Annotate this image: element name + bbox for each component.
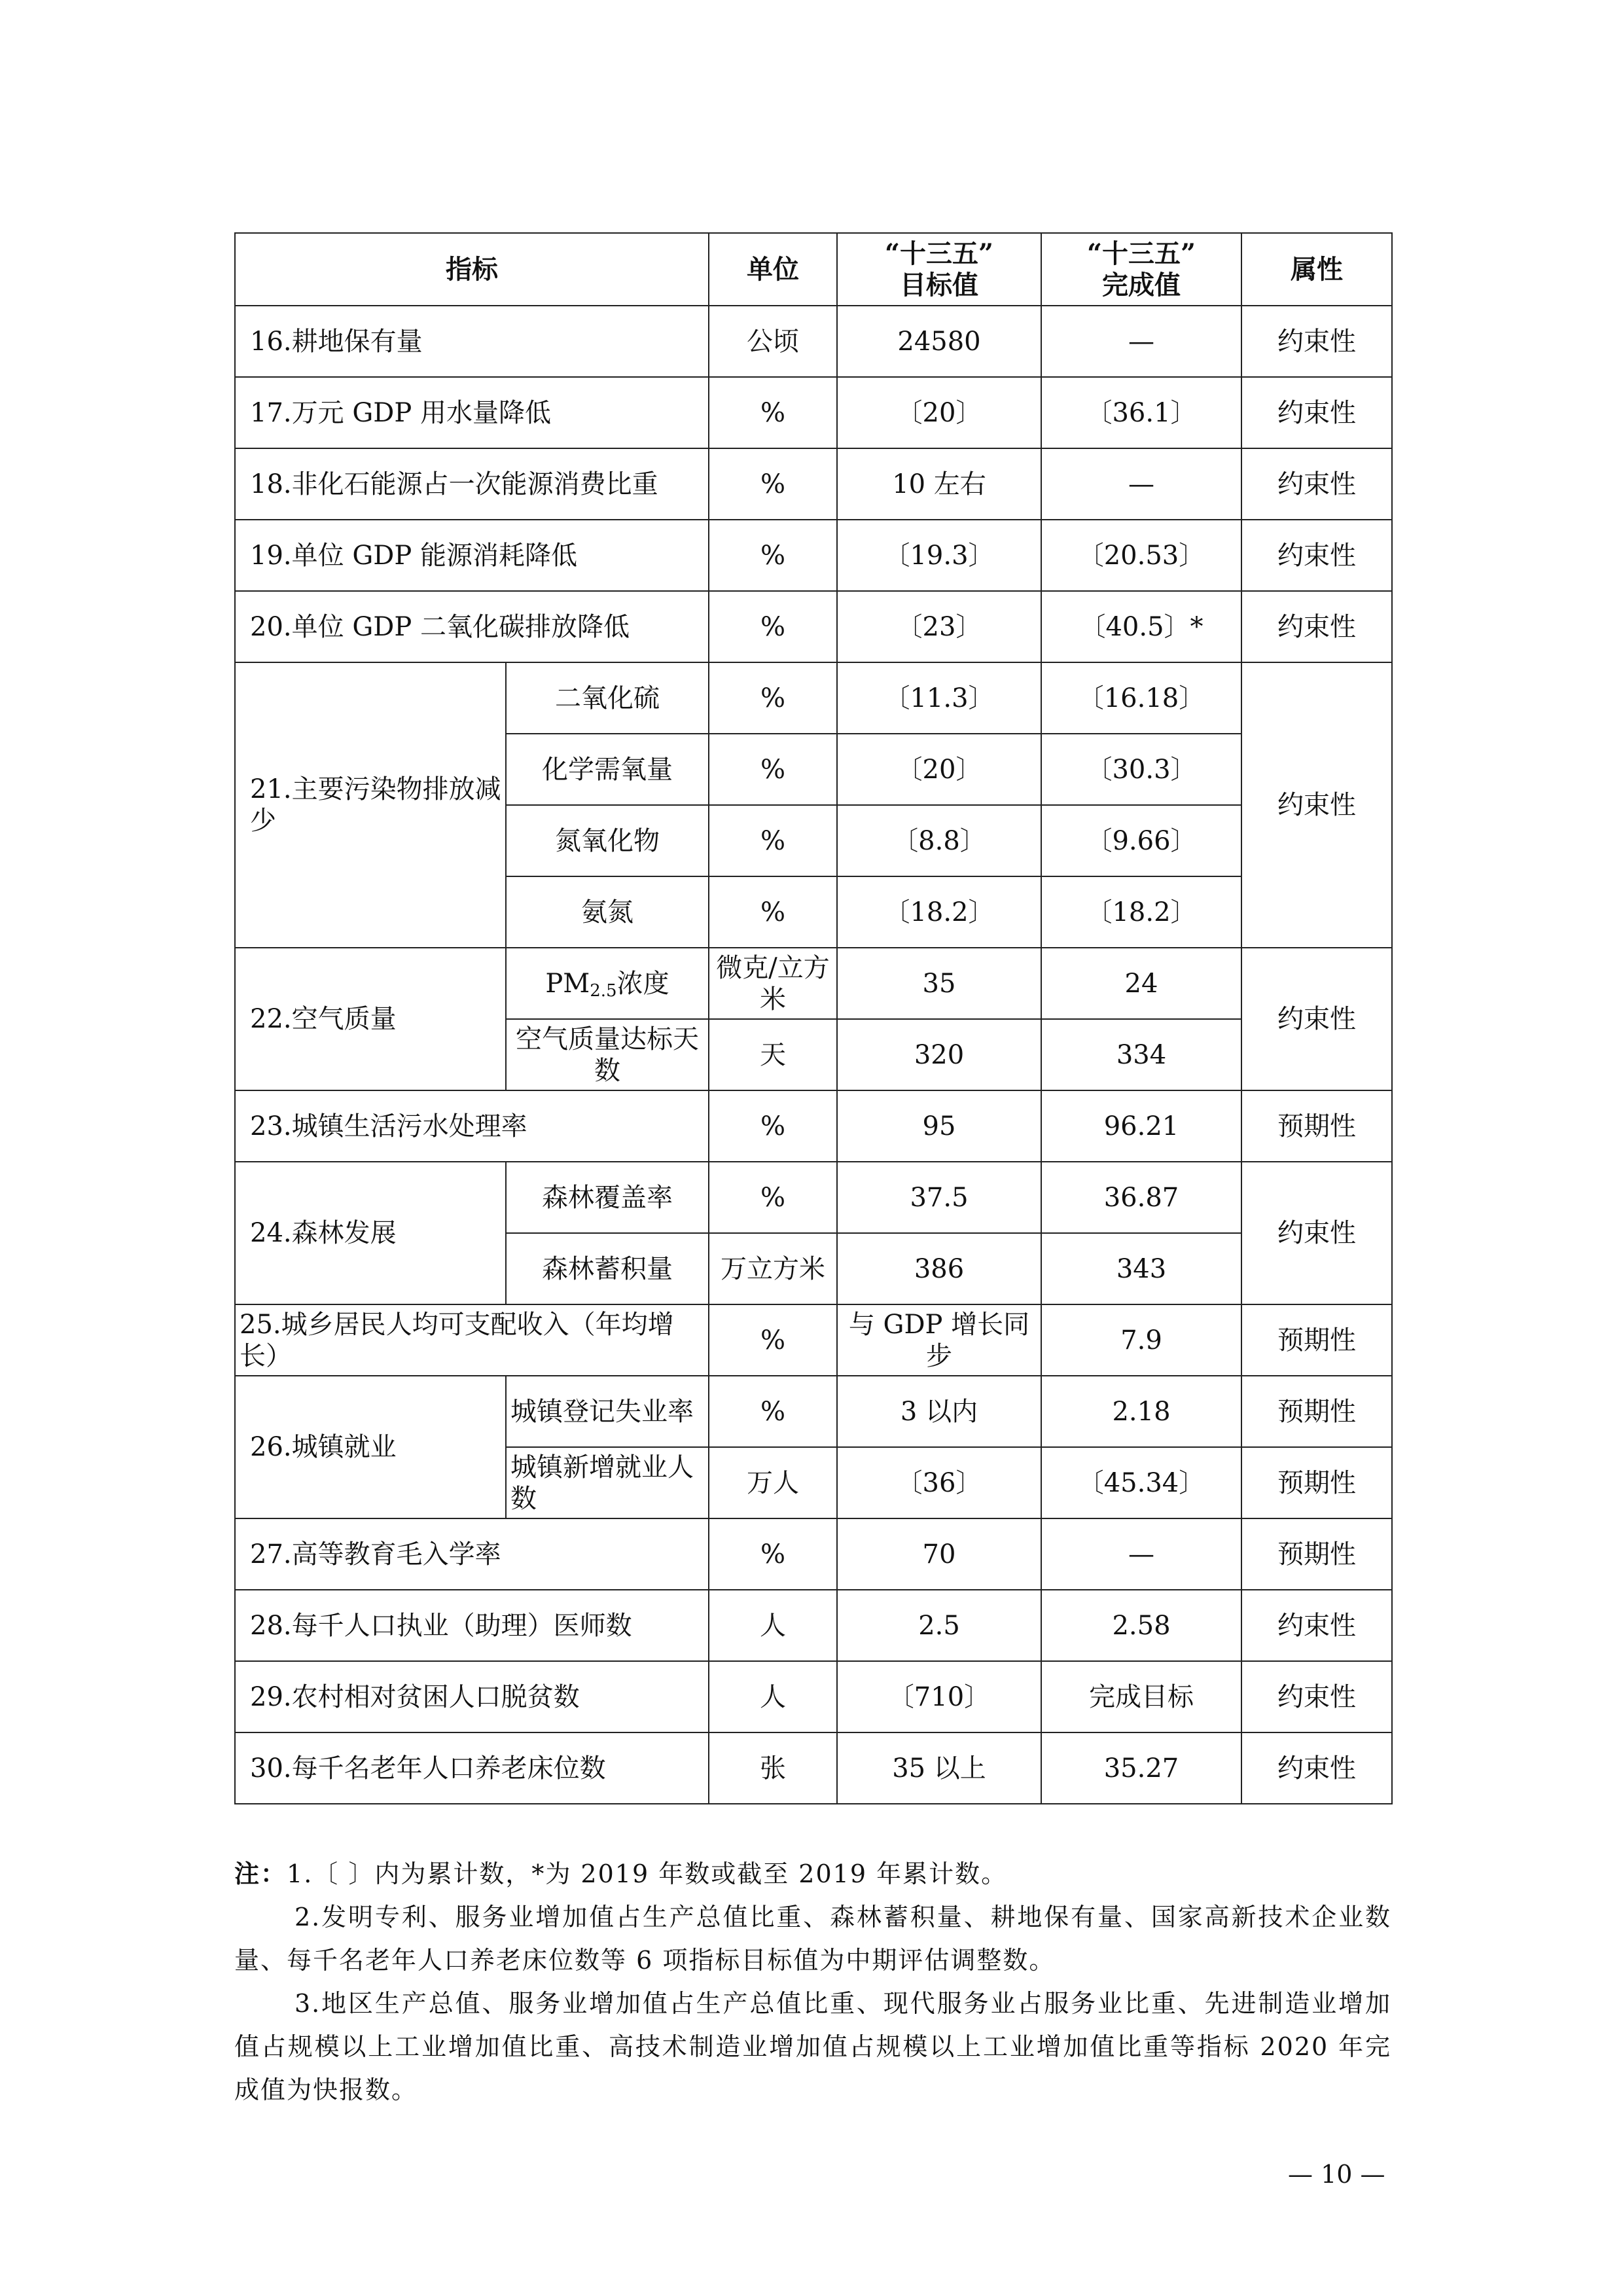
- footnotes: [234, 1852, 1391, 2111]
- completed-cell: 36.87: [1041, 1162, 1241, 1233]
- table-header-row: [235, 233, 1392, 306]
- target-cell: 386: [837, 1233, 1041, 1304]
- table-row: [235, 306, 1392, 377]
- unit-cell: %: [709, 448, 837, 520]
- sub-indicator-cell: 城镇登记失业率: [506, 1376, 709, 1447]
- target-cell: 〔18.2〕: [837, 876, 1041, 948]
- completed-cell: 2.58: [1041, 1590, 1241, 1661]
- table-row: [235, 448, 1392, 520]
- indicator-cell: 23.城镇生活污水处理率: [235, 1090, 709, 1162]
- indicator-cell: 29.农村相对贫困人口脱贫数: [235, 1661, 709, 1732]
- header-attribute: 属性: [1241, 233, 1392, 306]
- unit-cell: %: [709, 591, 837, 662]
- target-cell: 35 以上: [837, 1732, 1041, 1804]
- unit-cell: %: [709, 377, 837, 448]
- target-cell: 与 GDP 增长同步: [837, 1304, 1041, 1376]
- attribute-cell: 约束性: [1241, 377, 1392, 448]
- unit-cell: 张: [709, 1732, 837, 1804]
- unit-cell: 人: [709, 1661, 837, 1732]
- completed-cell: 2.18: [1041, 1376, 1241, 1447]
- sub-indicator-cell: 氨氮: [506, 876, 709, 948]
- sub-indicator-cell: 氮氧化物: [506, 805, 709, 876]
- indicator-cell: 30.每千名老年人口养老床位数: [235, 1732, 709, 1804]
- completed-cell: 〔45.34〕: [1041, 1447, 1241, 1518]
- target-cell: 〔23〕: [837, 591, 1041, 662]
- sub-indicator-cell: 森林蓄积量: [506, 1233, 709, 1304]
- attribute-cell: 约束性: [1241, 448, 1392, 520]
- indicator-cell: 22.空气质量: [235, 948, 506, 1090]
- completed-cell: 〔18.2〕: [1041, 876, 1241, 948]
- table-row: [235, 591, 1392, 662]
- table-row: [235, 1661, 1392, 1732]
- unit-cell: 微克/立方米: [709, 948, 837, 1019]
- indicator-cell: 16.耕地保有量: [235, 306, 709, 377]
- target-cell: 70: [837, 1518, 1041, 1590]
- notes-label: 注：: [234, 1859, 287, 1888]
- sub-indicator-cell: 空气质量达标天数: [506, 1019, 709, 1090]
- indicator-cell: 25.城乡居民人均可支配收入（年均增长）: [235, 1304, 709, 1376]
- table-row: [235, 1518, 1392, 1590]
- note-2: 2.发明专利、服务业增加值占生产总值比重、森林蓄积量、耕地保有量、国家高新技术企业数量、每千名老年人口养老床位数等 6 项指标目标值为中期评估调整数。: [234, 1903, 1391, 1975]
- unit-cell: %: [709, 1090, 837, 1162]
- target-cell: 35: [837, 948, 1041, 1019]
- note-3: 3.地区生产总值、服务业增加值占生产总值比重、现代服务业占服务业比重、先进制造业增加值占规模以上工业增加值比重、高技术制造业增加值占规模以上工业增加值比重等指标 2020 年完成值为快报数。: [234, 1989, 1391, 2104]
- indicator-cell: 17.万元 GDP 用水量降低: [235, 377, 709, 448]
- indicator-cell: 19.单位 GDP 能源消耗降低: [235, 520, 709, 591]
- sub-indicator-cell: 二氧化硫: [506, 662, 709, 734]
- completed-cell: 〔30.3〕: [1041, 734, 1241, 805]
- unit-cell: %: [709, 1518, 837, 1590]
- attribute-cell: 预期性: [1241, 1090, 1392, 1162]
- completed-cell: 〔9.66〕: [1041, 805, 1241, 876]
- target-cell: 24580: [837, 306, 1041, 377]
- unit-cell: 公顷: [709, 306, 837, 377]
- note-1: 注：1.〔 〕内为累计数，*为 2019 年数或截至 2019 年累计数。: [234, 1859, 1008, 1888]
- indicator-cell: 27.高等教育毛入学率: [235, 1518, 709, 1590]
- header-completed: “十三五” 完成值: [1041, 233, 1241, 306]
- unit-cell: 万立方米: [709, 1233, 837, 1304]
- attribute-cell: 约束性: [1241, 662, 1392, 948]
- unit-cell: %: [709, 1376, 837, 1447]
- table-row: [235, 520, 1392, 591]
- target-cell: 10 左右: [837, 448, 1041, 520]
- unit-cell: 人: [709, 1590, 837, 1661]
- header-unit: 单位: [709, 233, 837, 306]
- table-row: [235, 377, 1392, 448]
- attribute-cell: 约束性: [1241, 306, 1392, 377]
- target-cell: 3 以内: [837, 1376, 1041, 1447]
- target-cell: 〔20〕: [837, 734, 1041, 805]
- indicator-cell: 26.城镇就业: [235, 1376, 506, 1518]
- indicator-cell: 21.主要污染物排放减少: [235, 662, 506, 948]
- table-row: [235, 1732, 1392, 1804]
- completed-cell: 〔16.18〕: [1041, 662, 1241, 734]
- target-cell: 〔20〕: [837, 377, 1041, 448]
- unit-cell: %: [709, 805, 837, 876]
- completed-cell: —: [1041, 1518, 1241, 1590]
- attribute-cell: 预期性: [1241, 1376, 1392, 1447]
- completed-cell: 96.21: [1041, 1090, 1241, 1162]
- target-cell: 〔710〕: [837, 1661, 1041, 1732]
- completed-cell: 35.27: [1041, 1732, 1241, 1804]
- completed-cell: 24: [1041, 948, 1241, 1019]
- unit-cell: 万人: [709, 1447, 837, 1518]
- completed-cell: —: [1041, 306, 1241, 377]
- unit-cell: %: [709, 734, 837, 805]
- table-row: [235, 1590, 1392, 1661]
- table-row: [235, 948, 1392, 1019]
- indicator-cell: 24.森林发展: [235, 1162, 506, 1304]
- completed-cell: 〔20.53〕: [1041, 520, 1241, 591]
- attribute-cell: 约束性: [1241, 948, 1392, 1090]
- page-number: — 10 —: [1288, 2160, 1385, 2189]
- table-row: [235, 1162, 1392, 1233]
- completed-cell: 343: [1041, 1233, 1241, 1304]
- target-cell: 37.5: [837, 1162, 1041, 1233]
- target-cell: 320: [837, 1019, 1041, 1090]
- sub-indicator-cell: $PM_{2.5}$浓度: [506, 948, 709, 1019]
- attribute-cell: 约束性: [1241, 591, 1392, 662]
- unit-cell: %: [709, 662, 837, 734]
- attribute-cell: 约束性: [1241, 1661, 1392, 1732]
- attribute-cell: 预期性: [1241, 1447, 1392, 1518]
- header-target: “十三五” 目标值: [837, 233, 1041, 306]
- sub-indicator-cell: 森林覆盖率: [506, 1162, 709, 1233]
- completed-cell: 〔40.5〕*: [1041, 591, 1241, 662]
- completed-cell: 334: [1041, 1019, 1241, 1090]
- attribute-cell: 约束性: [1241, 1162, 1392, 1304]
- table-row: [235, 1376, 1392, 1447]
- attribute-cell: 预期性: [1241, 1304, 1392, 1376]
- attribute-cell: 约束性: [1241, 520, 1392, 591]
- unit-cell: %: [709, 1162, 837, 1233]
- target-cell: 〔8.8〕: [837, 805, 1041, 876]
- target-cell: 〔36〕: [837, 1447, 1041, 1518]
- header-indicator: 指标: [235, 233, 709, 306]
- target-cell: 〔19.3〕: [837, 520, 1041, 591]
- sub-indicator-cell: 化学需氧量: [506, 734, 709, 805]
- unit-cell: %: [709, 876, 837, 948]
- indicator-cell: 20.单位 GDP 二氧化碳排放降低: [235, 591, 709, 662]
- unit-cell: 天: [709, 1019, 837, 1090]
- completed-cell: —: [1041, 448, 1241, 520]
- sub-indicator-cell: 城镇新增就业人数: [506, 1447, 709, 1518]
- indicator-cell: 28.每千人口执业（助理）医师数: [235, 1590, 709, 1661]
- indicator-table: [234, 232, 1393, 1804]
- target-cell: 95: [837, 1090, 1041, 1162]
- attribute-cell: 约束性: [1241, 1590, 1392, 1661]
- completed-cell: 〔36.1〕: [1041, 377, 1241, 448]
- target-cell: 〔11.3〕: [837, 662, 1041, 734]
- target-cell: 2.5: [837, 1590, 1041, 1661]
- completed-cell: 完成目标: [1041, 1661, 1241, 1732]
- indicator-cell: 18.非化石能源占一次能源消费比重: [235, 448, 709, 520]
- completed-cell: 7.9: [1041, 1304, 1241, 1376]
- attribute-cell: 约束性: [1241, 1732, 1392, 1804]
- table-row: [235, 662, 1392, 734]
- table-row: [235, 1090, 1392, 1162]
- unit-cell: %: [709, 1304, 837, 1376]
- attribute-cell: 预期性: [1241, 1518, 1392, 1590]
- table-row: [235, 1304, 1392, 1376]
- unit-cell: %: [709, 520, 837, 591]
